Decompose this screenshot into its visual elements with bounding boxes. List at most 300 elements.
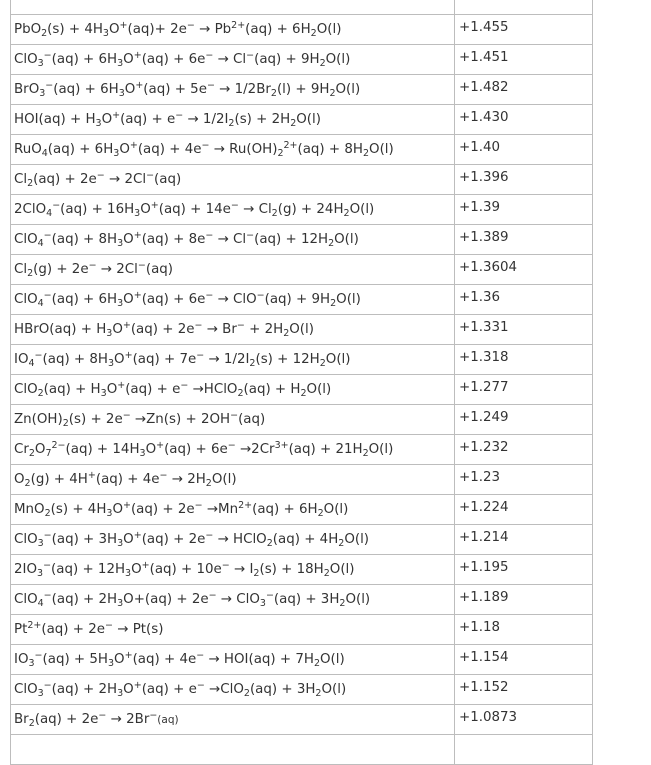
potential-value-cell: +1.40 <box>455 135 593 165</box>
reaction-text-segment: 3 <box>37 568 44 579</box>
potential-value-cell: +1.331 <box>455 315 593 345</box>
reaction-text-segment: →ClO <box>204 682 244 697</box>
reaction-text-segment: 2 <box>343 208 350 219</box>
reaction-text-segment: (aq) + 6e <box>164 442 228 457</box>
half-reaction-cell <box>11 375 455 405</box>
half-reaction-cell <box>11 465 455 495</box>
reaction-text-segment: − <box>186 20 195 31</box>
reaction-text-segment: (aq) + 6H <box>47 142 114 157</box>
reaction-text-segment: (aq) + 2H <box>51 592 118 607</box>
reaction-text-segment: − <box>34 650 43 661</box>
half-reaction-cell <box>11 525 455 555</box>
reaction-text-segment: (aq) + 2e <box>130 322 195 337</box>
reaction-text-segment: → Pt(s) <box>112 622 164 637</box>
reaction-text-segment: − <box>98 710 107 721</box>
reaction-text-segment: − <box>149 710 158 721</box>
reaction-text-segment: O(l) <box>345 592 371 607</box>
half-reaction-cell <box>11 435 455 465</box>
reaction-text-segment: (aq) + 2H <box>51 682 118 697</box>
potential-value-cell: +1.396 <box>455 165 593 195</box>
half-reaction-cell <box>11 675 455 705</box>
reaction-text-segment: (g) + 4H <box>30 472 88 487</box>
reaction-text-segment: − <box>43 50 52 61</box>
reaction-text-segment: ClO <box>14 292 38 307</box>
reaction-text-segment: Cr <box>14 442 29 457</box>
reaction-text-segment: (s) + 2H <box>234 112 291 127</box>
reaction-text-segment: 2 <box>328 238 335 249</box>
reaction-text-segment: O+(aq) + 2e <box>123 592 209 607</box>
reaction-text-segment: ClO <box>14 682 38 697</box>
reaction-text-segment: (l) + 9H <box>276 82 330 97</box>
reaction-text-segment: − <box>34 350 43 361</box>
reaction-text-segment: O <box>112 502 123 517</box>
reaction-text-segment: − <box>43 590 52 601</box>
reaction-text-segment: 2 <box>253 568 260 579</box>
table-row <box>11 435 593 465</box>
reaction-text-segment: − <box>201 140 210 151</box>
reaction-text-segment: ClO <box>14 232 38 247</box>
table-row <box>11 285 593 315</box>
table-row <box>11 375 593 405</box>
reaction-text-segment: 2 <box>315 688 322 699</box>
reaction-text-segment: → ClO <box>216 592 260 607</box>
reaction-text-segment: O(l) <box>320 652 345 667</box>
reaction-text-segment: → Pb <box>194 22 232 37</box>
reaction-text-segment: O(l) <box>316 22 342 37</box>
half-reaction-cell <box>11 255 455 285</box>
reaction-text-segment: O <box>124 82 136 97</box>
table-row <box>11 315 593 345</box>
reaction-text-segment: + <box>129 140 138 151</box>
reaction-text-segment: O <box>123 292 134 307</box>
reaction-text-segment: 2 <box>362 448 369 459</box>
reaction-text-segment: 3 <box>100 388 107 399</box>
potential-value-cell: +1.18 <box>455 615 593 645</box>
reaction-text-segment: 3 <box>113 148 120 159</box>
reaction-text-segment: + <box>133 680 142 691</box>
reaction-text-segment: 3 <box>117 238 124 249</box>
reaction-text-segment: O(l) <box>289 322 314 337</box>
reaction-text-segment: O <box>34 442 46 457</box>
reaction-text-segment: O(l) <box>321 682 347 697</box>
reaction-text-segment: (aq) + 2e <box>130 502 195 517</box>
reaction-text-segment: 4 <box>46 208 53 219</box>
reaction-text-segment: O <box>123 682 134 697</box>
reaction-text-segment: (s) + 2e <box>68 412 123 427</box>
reaction-text-segment: (aq) + 6H <box>245 22 311 37</box>
reaction-text-segment: O(l) <box>296 112 321 127</box>
reaction-text-segment: O <box>101 112 113 127</box>
reaction-text-segment: → Cl <box>213 52 247 67</box>
half-reaction-cell <box>11 735 455 765</box>
reaction-text-segment: − <box>105 620 113 631</box>
reaction-text-segment: (aq) + 6e <box>141 292 206 307</box>
half-reaction-cell <box>11 225 455 255</box>
table-row <box>11 465 593 495</box>
reaction-text-segment: O(l) <box>336 292 361 307</box>
table-row <box>11 0 593 15</box>
reaction-text-segment: (aq) + 21H <box>288 442 363 457</box>
reaction-text-segment: (aq) + 7e <box>132 352 197 367</box>
reaction-text-segment: (aq) + 5H <box>42 652 108 667</box>
reaction-text-segment: + <box>112 110 121 121</box>
reaction-text-segment: 2− <box>51 440 66 451</box>
reaction-text-segment: 3 <box>117 298 124 309</box>
potential-value-cell: +1.277 <box>455 375 593 405</box>
table-row <box>11 615 593 645</box>
reaction-text-segment: 2 <box>330 298 337 309</box>
reaction-text-segment: − <box>246 230 255 241</box>
reaction-text-segment: + <box>133 530 142 541</box>
reaction-text-segment: + <box>141 560 150 571</box>
potential-value-cell: +1.389 <box>455 225 593 255</box>
table-row <box>11 675 593 705</box>
reaction-text-segment: + <box>135 80 144 91</box>
reaction-text-segment: 2 <box>313 658 321 669</box>
reaction-text-segment: − <box>205 290 214 301</box>
reaction-text-segment: (aq) + 6H <box>51 52 118 67</box>
reaction-text-segment: → 1/2I <box>204 352 250 367</box>
reaction-text-segment: → 2Br <box>106 712 150 727</box>
reaction-text-segment: 2 <box>323 568 330 579</box>
potential-value-cell: +1.482 <box>455 75 593 105</box>
reaction-text-segment: − <box>196 680 205 691</box>
reaction-text-segment: 7 <box>45 448 52 459</box>
reaction-text-segment: (aq) + e <box>125 382 181 397</box>
potential-value-cell: +1.249 <box>455 405 593 435</box>
reaction-text-segment: 3 <box>134 208 141 219</box>
reaction-text-segment: 2 <box>243 688 250 699</box>
reaction-text-segment: (aq) + 4H <box>272 532 339 547</box>
reaction-text-segment: (aq) <box>154 172 182 187</box>
half-reaction-cell <box>11 165 455 195</box>
reaction-text-segment: 2 <box>41 28 48 39</box>
reaction-text-segment: − <box>208 590 217 601</box>
reaction-text-segment: + <box>133 50 142 61</box>
half-reaction-cell <box>11 285 455 315</box>
table-row <box>11 255 593 285</box>
reaction-text-segment: − <box>194 320 203 331</box>
reaction-text-segment: (aq) + 6H <box>51 292 118 307</box>
reaction-text-segment: 3 <box>106 508 113 519</box>
reaction-text-segment: − <box>196 350 205 361</box>
reaction-text-segment: − <box>159 470 168 481</box>
reaction-text-segment: 2 <box>205 478 212 489</box>
half-reaction-cell <box>11 345 455 375</box>
reaction-text-segment: RuO <box>14 142 42 157</box>
reaction-text-segment: O(l) <box>211 472 237 487</box>
reaction-text-segment: (aq) + 8H <box>51 232 118 247</box>
reaction-text-segment: O(l) <box>306 382 332 397</box>
reaction-text-segment: →2Cr <box>235 442 275 457</box>
reaction-text-segment: → 2Cl <box>104 172 147 187</box>
potential-value-cell: +1.455 <box>455 15 593 45</box>
reaction-text-segment: − <box>43 680 52 691</box>
reaction-text-segment: → 2Cl <box>96 262 138 277</box>
reaction-text-segment: 2 <box>266 538 273 549</box>
reaction-text-segment: 2 <box>319 358 326 369</box>
reaction-text-segment: (aq) + 5e <box>143 82 207 97</box>
half-reaction-cell <box>11 405 455 435</box>
reaction-text-segment: (aq) + 2e <box>34 712 99 727</box>
reaction-text-segment: O(l) <box>349 202 375 217</box>
reaction-text-segment: 3 <box>139 448 146 459</box>
potential-value-cell: +1.451 <box>455 45 593 75</box>
half-reaction-cell <box>11 615 455 645</box>
reaction-text-segment: + <box>117 380 126 391</box>
reaction-text-segment: 2+ <box>238 500 253 511</box>
reaction-text-segment: − <box>43 560 52 571</box>
reaction-text-segment: (aq)+ 2e <box>127 22 187 37</box>
potential-value-cell <box>455 0 593 15</box>
reaction-text-segment: + <box>122 500 131 511</box>
reaction-text-segment: (s) + 4H <box>50 502 107 517</box>
reaction-text-segment: → Ru(OH) <box>209 142 278 157</box>
potential-value-cell: +1.154 <box>455 645 593 675</box>
reaction-text-segment: (aq) + 4e <box>137 142 202 157</box>
reaction-text-segment: (aq) + 2e <box>141 532 206 547</box>
reaction-text-segment: (aq) + 4e <box>132 652 197 667</box>
reaction-text-segment: O(l) <box>323 502 349 517</box>
reaction-text-segment: − <box>236 320 245 331</box>
reaction-text-segment: O(l) <box>369 142 394 157</box>
table-row <box>11 585 593 615</box>
potential-value-cell: +1.232 <box>455 435 593 465</box>
reaction-text-segment: 2 <box>28 448 35 459</box>
potential-value-cell: +1.36 <box>455 285 593 315</box>
reaction-text-segment: 3+ <box>274 440 289 451</box>
potential-value-cell: +1.39 <box>455 195 593 225</box>
reaction-text-segment: − <box>194 500 203 511</box>
table-row <box>11 525 593 555</box>
reaction-text-segment: O(l) <box>329 562 355 577</box>
table-row <box>11 135 593 165</box>
reaction-text-segment: HOI(aq) + H <box>14 112 96 127</box>
potential-value-cell: +1.224 <box>455 495 593 525</box>
reaction-text-segment: HBrO(aq) + H <box>14 322 107 337</box>
reaction-text-segment: (aq) + 4e <box>95 472 160 487</box>
reduction-potential-table <box>10 0 593 765</box>
reaction-text-segment: (aq) + e <box>141 682 197 697</box>
reaction-text-segment: O(l) <box>325 352 351 367</box>
reaction-text-segment: (aq) + 16H <box>60 202 135 217</box>
table-row <box>11 75 593 105</box>
reaction-text-segment: O <box>119 142 130 157</box>
reaction-text-segment: 2 <box>338 538 345 549</box>
potential-value-cell: +1.318 <box>455 345 593 375</box>
half-reaction-cell <box>11 15 455 45</box>
table-row <box>11 225 593 255</box>
reaction-text-segment: O(l) <box>325 52 351 67</box>
potential-value-cell: +1.152 <box>455 675 593 705</box>
potential-value-cell: +1.189 <box>455 585 593 615</box>
reaction-text-segment: − <box>205 530 214 541</box>
reaction-text-segment: (g) + 2e <box>33 262 89 277</box>
reaction-text-segment: (aq) + 2e <box>33 172 97 187</box>
reaction-text-segment: 2 <box>283 328 290 339</box>
reaction-text-segment: Br <box>14 712 29 727</box>
reaction-text-segment: 2+ <box>231 20 246 31</box>
reaction-text-segment: 2 <box>24 478 31 489</box>
reaction-text-segment: IO <box>14 652 29 667</box>
reaction-text-segment: − <box>246 50 255 61</box>
reaction-text-segment: O <box>131 562 142 577</box>
reaction-text-segment: (aq) <box>145 262 173 277</box>
reaction-text-segment: 4 <box>37 298 44 309</box>
reaction-text-segment: 3 <box>117 598 124 609</box>
reaction-text-segment: 2 <box>62 418 69 429</box>
reaction-text-segment: − <box>45 80 54 91</box>
reaction-text-segment: + <box>150 200 159 211</box>
half-reaction-cell <box>11 495 455 525</box>
reaction-text-segment: 4 <box>37 238 44 249</box>
reaction-text-segment: 3 <box>106 328 113 339</box>
table-row <box>11 345 593 375</box>
reaction-text-segment: 2 <box>339 598 346 609</box>
table-row <box>11 705 593 735</box>
reaction-text-segment: → 2H <box>167 472 206 487</box>
reaction-text-segment: (s) + 12H <box>255 352 320 367</box>
table-row <box>11 555 593 585</box>
table-row <box>11 495 593 525</box>
reaction-text-segment: 3 <box>259 598 266 609</box>
reaction-text-segment: 2IO <box>14 562 38 577</box>
reaction-text-segment: Pt <box>14 622 28 637</box>
potential-value-cell: +1.3604 <box>455 255 593 285</box>
potential-value-cell: +1.214 <box>455 525 593 555</box>
half-reaction-cell <box>11 135 455 165</box>
reaction-text-segment: (aq) + e <box>120 112 176 127</box>
reaction-text-segment: (aq) + 10e <box>149 562 222 577</box>
reaction-text-segment: O <box>123 52 134 67</box>
reaction-text-segment: O <box>106 382 118 397</box>
reaction-text-segment: 3 <box>125 568 132 579</box>
reaction-text-segment: (aq) + 12H <box>254 232 329 247</box>
reaction-text-segment: 3 <box>28 658 35 669</box>
reaction-text-segment: 2 <box>317 508 324 519</box>
half-reaction-cell <box>11 555 455 585</box>
reaction-text-segment: (s) + 18H <box>259 562 324 577</box>
reaction-text-segment: 2 <box>310 28 317 39</box>
reaction-text-segment: + <box>122 320 131 331</box>
reaction-text-segment: → ClO <box>213 292 257 307</box>
reaction-text-segment: − <box>205 230 214 241</box>
reaction-text-segment: (aq) + 8e <box>141 232 206 247</box>
reaction-text-segment: (aq) + 9H <box>254 52 320 67</box>
reaction-text-segment: + 2H <box>244 322 284 337</box>
reaction-text-segment: MnO <box>14 502 45 517</box>
reaction-text-segment: Zn(OH) <box>14 412 63 427</box>
reaction-text-segment: O <box>145 442 157 457</box>
reaction-text-segment: O(l) <box>335 82 361 97</box>
reaction-text-segment: + <box>133 230 142 241</box>
reaction-text-segment: − <box>122 410 131 421</box>
reaction-text-segment: − <box>206 80 215 91</box>
reaction-text-segment: 2 <box>37 388 44 399</box>
reaction-text-segment: 2 <box>277 148 284 159</box>
reaction-text-segment: O <box>123 232 134 247</box>
reaction-text-segment: → HOI(aq) + 7H <box>204 652 314 667</box>
half-reaction-cell <box>11 0 455 15</box>
reaction-text-segment: 2 <box>362 148 370 159</box>
reaction-text-segment: − <box>43 530 52 541</box>
reaction-text-segment: → HClO <box>213 532 267 547</box>
table-row <box>11 165 593 195</box>
reaction-text-segment: O <box>108 22 120 37</box>
reaction-text-segment: 3 <box>108 658 115 669</box>
reaction-text-segment: 2 <box>270 88 277 99</box>
reaction-text-segment: 3 <box>117 688 124 699</box>
table-row <box>11 15 593 45</box>
reaction-text-segment: ClO <box>14 382 38 397</box>
reaction-text-segment: O <box>140 202 151 217</box>
reaction-text-segment: O <box>14 472 25 487</box>
reaction-text-segment: 3 <box>117 58 124 69</box>
half-reaction-cell <box>11 45 455 75</box>
half-reaction-cell <box>11 195 455 225</box>
table-row <box>11 645 593 675</box>
reaction-text-segment: + <box>124 650 133 661</box>
half-reaction-cell <box>11 315 455 345</box>
reaction-text-segment: + <box>156 440 165 451</box>
reaction-text-segment: 2 <box>290 118 297 129</box>
reaction-text-segment: − <box>256 290 265 301</box>
reaction-text-segment: − <box>230 410 239 421</box>
reaction-text-segment: ClO <box>14 532 38 547</box>
reaction-text-segment: → Cl <box>238 202 272 217</box>
reaction-text-segment: PbO <box>14 22 42 37</box>
reaction-text-segment: − <box>43 230 52 241</box>
reaction-text-segment: → Cl <box>213 232 247 247</box>
reaction-text-segment: − <box>137 260 146 271</box>
reaction-text-segment: 2 <box>319 58 326 69</box>
reaction-text-segment: → Br <box>202 322 237 337</box>
reaction-text-segment: 2 <box>44 508 51 519</box>
reaction-text-segment: 3 <box>39 88 46 99</box>
reaction-text-segment: − <box>146 170 155 181</box>
reaction-text-segment: + <box>87 470 96 481</box>
table-row <box>11 45 593 75</box>
reaction-text-segment: + <box>119 20 128 31</box>
reaction-text-segment: 2 <box>27 178 34 189</box>
reaction-text-segment: ClO <box>14 52 38 67</box>
table-row <box>11 405 593 435</box>
table-row <box>11 735 593 765</box>
reaction-text-segment: 2 <box>329 88 336 99</box>
reaction-text-segment: O <box>114 352 125 367</box>
reaction-text-segment: − <box>221 560 230 571</box>
reaction-text-segment: 4 <box>28 358 35 369</box>
reaction-text-segment: (aq) + 14H <box>65 442 140 457</box>
reaction-text-segment: 4 <box>41 148 48 159</box>
reaction-text-segment: 3 <box>37 538 44 549</box>
reaction-text-segment: (aq) + 12H <box>51 562 126 577</box>
reaction-text-segment: O(l) <box>334 232 359 247</box>
table-row <box>11 195 593 225</box>
reaction-text-segment: 3 <box>102 28 109 39</box>
reaction-text-segment: (aq) + 3H <box>249 682 316 697</box>
reaction-text-segment: − <box>175 110 184 121</box>
reaction-text-segment: O(l) <box>344 532 370 547</box>
reaction-text-segment: → 1/2Br <box>214 82 271 97</box>
reaction-text-segment: 2+ <box>283 140 298 151</box>
reaction-text-segment: − <box>52 200 61 211</box>
reaction-text-segment: Cl <box>14 172 28 187</box>
reaction-text-segment: (aq) + 6H <box>53 82 119 97</box>
reaction-text-segment: − <box>265 590 274 601</box>
reaction-text-segment: (aq) + 14e <box>158 202 231 217</box>
reaction-text-segment: 3 <box>117 538 124 549</box>
